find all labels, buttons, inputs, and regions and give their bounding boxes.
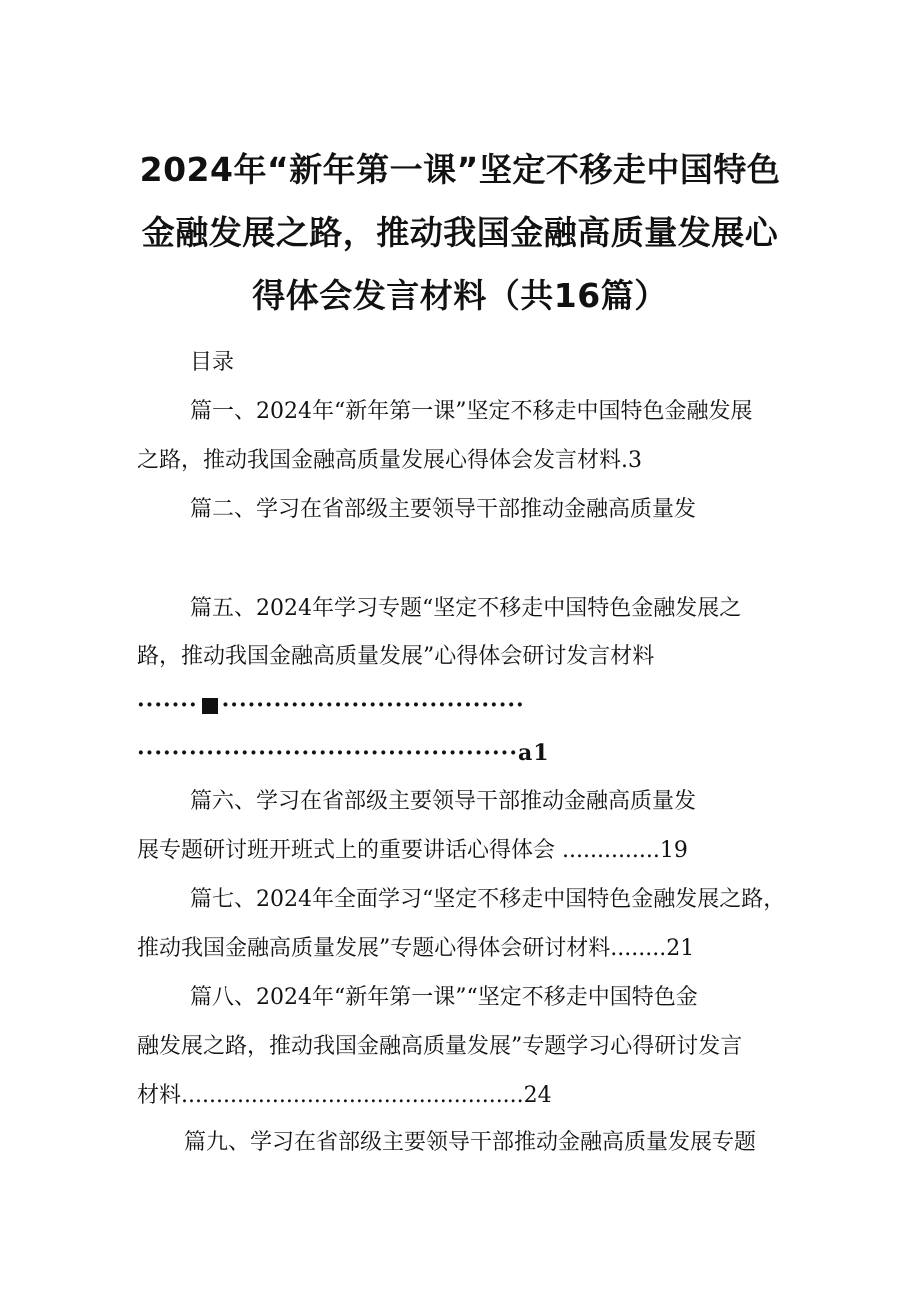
document-title xyxy=(100,138,820,327)
toc-entry-8-line-3[interactable]: 材料.................................................24 xyxy=(137,1083,552,1108)
toc-entry-5-line-1[interactable]: 篇五、2024年学习专题“坚定不移走中国特色金融发展之 xyxy=(190,596,742,621)
toc-entry-1-line-1[interactable]: 篇一、2024年“新年第一课”坚定不移走中国特色金融发展 xyxy=(190,399,753,424)
toc-entry-5-line-2[interactable]: 路，推动我国金融高质量发展”心得体会研讨发言材料 xyxy=(137,644,655,669)
toc-entry-7-line-2[interactable]: 推动我国金融高质量发展”专题心得体会研讨材料........21 xyxy=(137,936,695,961)
leader-dots-b: ··································· xyxy=(221,692,525,718)
toc-entry-6-line-2[interactable]: 展专题研讨班开班式上的重要讲话心得体会 ..............19 xyxy=(137,838,688,863)
toc-entry-5-page-ref: ············································a1 xyxy=(137,740,550,766)
leader-dots-a: ······· xyxy=(137,692,198,718)
toc-entry-6-line-1[interactable]: 篇六、学习在省部级主要领导干部推动金融高质量发 xyxy=(190,789,697,814)
square-bullet-icon xyxy=(202,698,218,714)
title-line-2: 金融发展之路，推动我国金融高质量发展心 xyxy=(141,213,779,252)
title-line-3: 得体会发言材料（共16篇） xyxy=(252,276,668,315)
toc-heading: 目录 xyxy=(190,350,235,375)
toc-entry-7-line-1[interactable]: 篇七、2024年全面学习“坚定不移走中国特色金融发展之路， xyxy=(190,887,786,912)
toc-entry-9-line-1[interactable]: 篇九、学习在省部级主要领导干部推动金融高质量发展专题 xyxy=(184,1130,757,1155)
toc-entry-5-leader-line xyxy=(137,690,525,720)
toc-entry-2-line-1[interactable]: 篇二、学习在省部级主要领导干部推动金融高质量发 xyxy=(190,497,697,522)
toc-entry-1-line-2[interactable]: 之路，推动我国金融高质量发展心得体会发言材料.3 xyxy=(137,448,642,473)
toc-entry-8-line-2[interactable]: 融发展之路，推动我国金融高质量发展”专题学习心得研讨发言 xyxy=(137,1034,743,1059)
title-line-1: 2024年“新年第一课”坚定不移走中国特色 xyxy=(139,150,781,189)
toc-entry-8-line-1[interactable]: 篇八、2024年“新年第一课”“坚定不移走中国特色金 xyxy=(190,985,698,1010)
